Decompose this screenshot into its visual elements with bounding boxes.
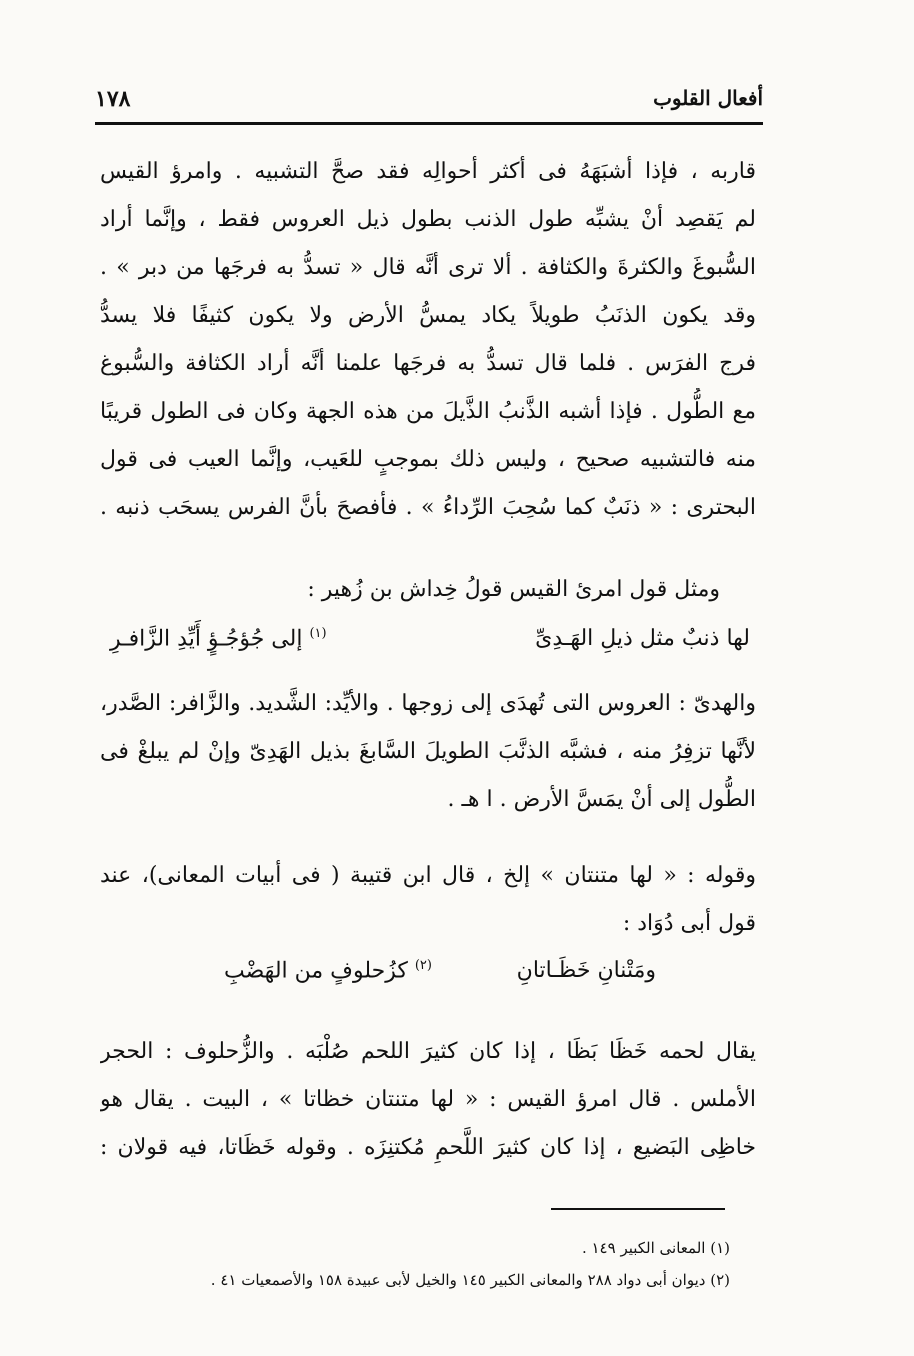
text-line: الأملس . قال امرؤ القيس : « لها متنتان خظاتا » ، البيت . يقال هو [100,1087,756,1112]
footnote-rule [551,1208,725,1210]
paragraph-1 [100,148,756,532]
footnotes [100,1232,730,1296]
verse-hemistich: ومَتْنانِ خَظَـاتانِ [516,958,656,983]
footnote-2: (٢) ديوان أبى دواد ٢٨٨ والمعانى الكبير ١٤٥ والخيل لأبى عبيدة ١٥٨ والأصمعيات ٤١ . [210,1271,730,1289]
text-line: الطُّول إلى أنْ يمَسَّ الأرض . ا هـ . [447,787,756,812]
verse-hemistich: لها ذنبٌ مثل ذيلِ الهَـدِىِّ [535,626,750,651]
verse-2-right [517,958,656,983]
text-line: البحترى : « ذنَبٌ كما سُحِبَ الرِّداءُ » . فأفصحَ بأنَّ الفرس يسحَب ذنبه . [100,495,756,520]
page-number: ١٧٨ [95,86,131,112]
footnote-1: (١) المعانى الكبير ١٤٩ . [581,1239,730,1257]
text-line: مع الطُّول . فإذا أشبه الذَّنبُ الذَّيلَ من هذه الجهة وكان فى الطول قريبًا [100,399,756,424]
verse-1-left [110,626,327,651]
footnote-marker: (١) [309,626,327,641]
paragraph-5 [100,1028,756,1172]
text-line: والهدىّ : العروس التى تُهدَى إلى زوجها . والأيِّد: الشَّديد. والزَّافر: الصَّدر، [100,691,756,716]
text-line: خاظِى البَضيع ، إذا كان كثيرَ اللَّحمِ مُكتنِزَه . وقوله خَظَاتا، فيه قولان : [100,1135,756,1160]
text-line: فرج الفرَس . فلما قال تسدُّ به فرجَها علمنا أنَّه أراد الكثافة والسُّبوغ [100,351,756,376]
footnote-marker: (٢) [414,958,432,973]
paragraph-2 [100,566,720,614]
verse-hemistich: كزُحلوفٍ من الهَضْبِ [224,958,408,984]
text-line: وقد يكون الذنَبُ طويلاً يكاد يمسُّ الأرض ولا يكون كثيفًا فلا يسدُّ [100,303,756,328]
page-header [95,86,763,120]
text-line: ومثل قول امرئ القيس قولُ خِداش بن زُهير : [307,577,720,602]
paragraph-3 [100,680,756,824]
text-line: منه فالتشبيه صحيح ، وليس ذلك بموجبٍ للعَيب، وإنَّما العيب فى قول [100,447,756,472]
paragraph-4 [100,852,756,948]
verse-hemistich: إلى جُؤجُـؤٍ أَيِّدِ الزَّافـرِ [110,626,303,652]
text-line: قول أبى دُوَاد : [622,911,756,936]
header-rule [95,122,763,125]
chapter-title: أفعال القلوب [653,86,763,110]
text-line: وقوله : « لها متنتان » إلخ ، قال ابن قتيبة ( فى أبيات المعانى)، عند [100,863,756,888]
text-line: لم يَقصِد أنْ يشبِّه طول الذنب بطول ذيل العروس فقط ، وإنَّما أراد [100,207,756,232]
text-line: لأنَّها تزفِرُ منه ، فشبَّه الذنَّبَ الطويلَ السَّابغَ بذيل الهَدِىّ وإنْ لم يبلغْ فى [100,739,756,764]
verse-1-right [535,626,750,651]
verse-2-left [224,958,432,983]
text-line: قاربه ، فإذا أشبَهَهُ فى أكثر أحوالِه فقد صحَّ التشبيه . وامرؤ القيس [100,159,756,184]
text-line: يقال لحمه خَظَا بَظَا ، إذا كان كثيرَ اللحم صُلْبَه . والزُّحلوف : الحجر [100,1039,756,1064]
text-line: السُّبوغَ والكثرةَ والكثافة . ألا ترى أنَّه قال « تسدُّ به فرجَها من دبر » . [100,255,756,280]
